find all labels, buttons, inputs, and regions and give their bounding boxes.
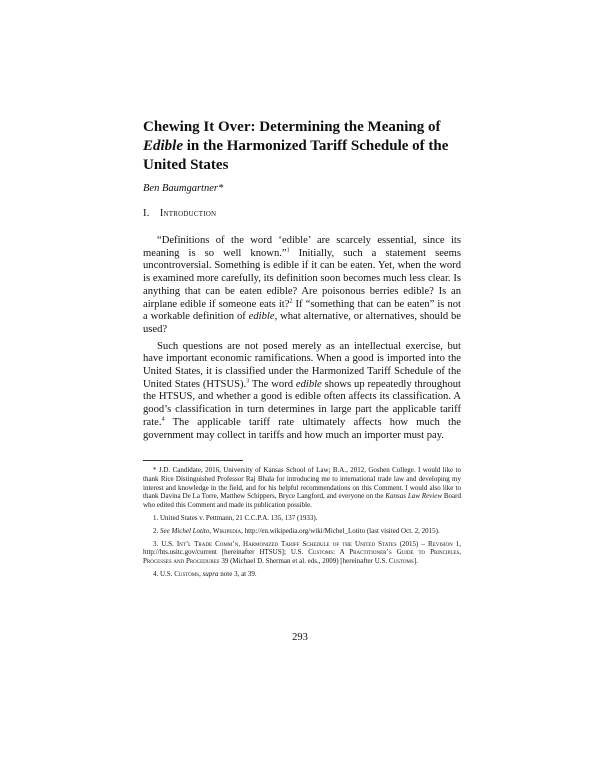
fn3-text-a: (2015) – xyxy=(396,539,429,548)
title-line1: Chewing It Over: Determining the Meaning of xyxy=(143,119,441,135)
fn3-text-d: ]. xyxy=(413,557,418,566)
fn4-text-b: note 3, at 39. xyxy=(218,569,257,578)
footnote-ref-3: 3 xyxy=(246,378,250,385)
title-italic: Edible xyxy=(143,138,183,154)
paragraph-2 xyxy=(143,341,461,443)
fn3-smallcaps-1: U.S. Int’l Trade Comm’n, Harmonized Tariff Schedule of the United States xyxy=(161,539,397,548)
section-title: Introduction xyxy=(159,208,217,219)
fn3-text-b: 1, http://hts.usitc.gov/current [hereinafter HTSUS]; xyxy=(143,539,461,557)
p1-text-a: “Definitions of the word ‘edible’ are scarcely essential, since its meaning is so well known.” xyxy=(143,235,461,259)
title-rest: in the Harmonized Tariff Schedule of the United States xyxy=(143,138,449,173)
author-name: Ben Baumgartner* xyxy=(143,183,224,194)
fn3-text-c: 39 (Michael D. Sherman et al. eds., 2009) [hereinafter xyxy=(219,557,375,566)
fn2-text-a: , xyxy=(209,526,213,535)
section-number: I. xyxy=(143,208,150,219)
footnote-3 xyxy=(143,540,461,566)
footnote-ref-1: 1 xyxy=(286,247,290,254)
fn3-num: 3. xyxy=(153,539,162,548)
fn-star-text-b: Board who edited this Comment and made its publication possible. xyxy=(143,492,461,510)
fn4-num: 4. xyxy=(153,569,160,578)
p2-text-b: The word xyxy=(249,378,296,390)
footnote-ref-4: 4 xyxy=(161,416,165,423)
p2-italic: edible xyxy=(295,378,322,390)
fn-star-text-a: * J.D. Candidate, 2016, University of Kansas School of Law; B.A., 2012, Goshen College. I would like to thank Rice Distinguished Professor Raj Bhala for introducing me to international trade law and developing my interest and knowledge in the field, and for his helpful recommendations on this Comment. I would also like to thank Davina De La Torre, Matthew Schippers, Bryce Langford, and everyone on the xyxy=(143,466,461,501)
fn3-smallcaps-4: U.S. Customs xyxy=(374,557,414,566)
fn2-num: 2. xyxy=(153,526,160,535)
section-heading xyxy=(143,208,461,219)
page-number: 293 xyxy=(292,632,308,643)
body-text xyxy=(143,235,461,446)
p1-italic: edible xyxy=(248,311,275,323)
fn2-italic: See Michel Lotito xyxy=(160,526,210,535)
p1-text-b: Initially, such a statement seems uncontroversial. Something is edible if it can be eaten. Yet, when the word is examined more carefully, its definition soon becomes much less clear. Is anything that can be eaten edible? Are poisonous berries edible? Is an airplane edible if someone eats it? xyxy=(143,247,461,310)
footnote-1: 1. United States v. Pettmann, 21 C.C.P.A. 135, 137 (1933). xyxy=(153,513,318,522)
footnotes xyxy=(143,466,461,583)
article-title xyxy=(143,118,461,175)
footnote-ref-2: 2 xyxy=(289,297,293,304)
fn2-text-b: , http://en.wikipedia.org/wiki/Michel_Lotito (last visited Oct. 2, 2015). xyxy=(241,526,440,535)
paragraph-1 xyxy=(143,235,461,337)
fn3-smallcaps-3: U.S. Customs: A Practitioner’s Guide to Principles, Processes and Procedures xyxy=(143,548,461,566)
p2-text-d: The applicable tariff rate ultimately affects how much the government may collect in tariffs and how much an importer must pay. xyxy=(143,416,461,441)
p1-text-c: If “something that can be eaten” is not a workable definition of xyxy=(143,298,461,323)
footnote-divider xyxy=(143,460,243,461)
footnote-star xyxy=(143,466,461,510)
fn4-italic: supra xyxy=(202,569,219,578)
fn2-smallcaps: Wikipedia xyxy=(212,526,242,535)
p2-text-c: shows up repeatedly throughout the HTSUS, and whether a good is edible often affects its classification. A good’s classification in turn determines in large part the applicable tariff rate. xyxy=(143,378,461,428)
fn3-smallcaps-2: Revision xyxy=(428,539,453,548)
p1-text-d: , what alternative, or alternatives, should be used? xyxy=(143,311,461,335)
fn-star-italic: Kansas Law Review xyxy=(385,492,443,501)
p2-text-a: Such questions are not posed merely as an intellectual exercise, but have important economic ramifications. When a good is imported into the United States, it is classified under the Harmonized Tariff Schedule of the United States (HTSUS). xyxy=(143,340,461,390)
fn4-smallcaps: U.S. Customs xyxy=(160,569,200,578)
fn4-text-a: , xyxy=(199,569,203,578)
footnote-4 xyxy=(143,570,461,579)
footnote-2 xyxy=(143,527,461,536)
